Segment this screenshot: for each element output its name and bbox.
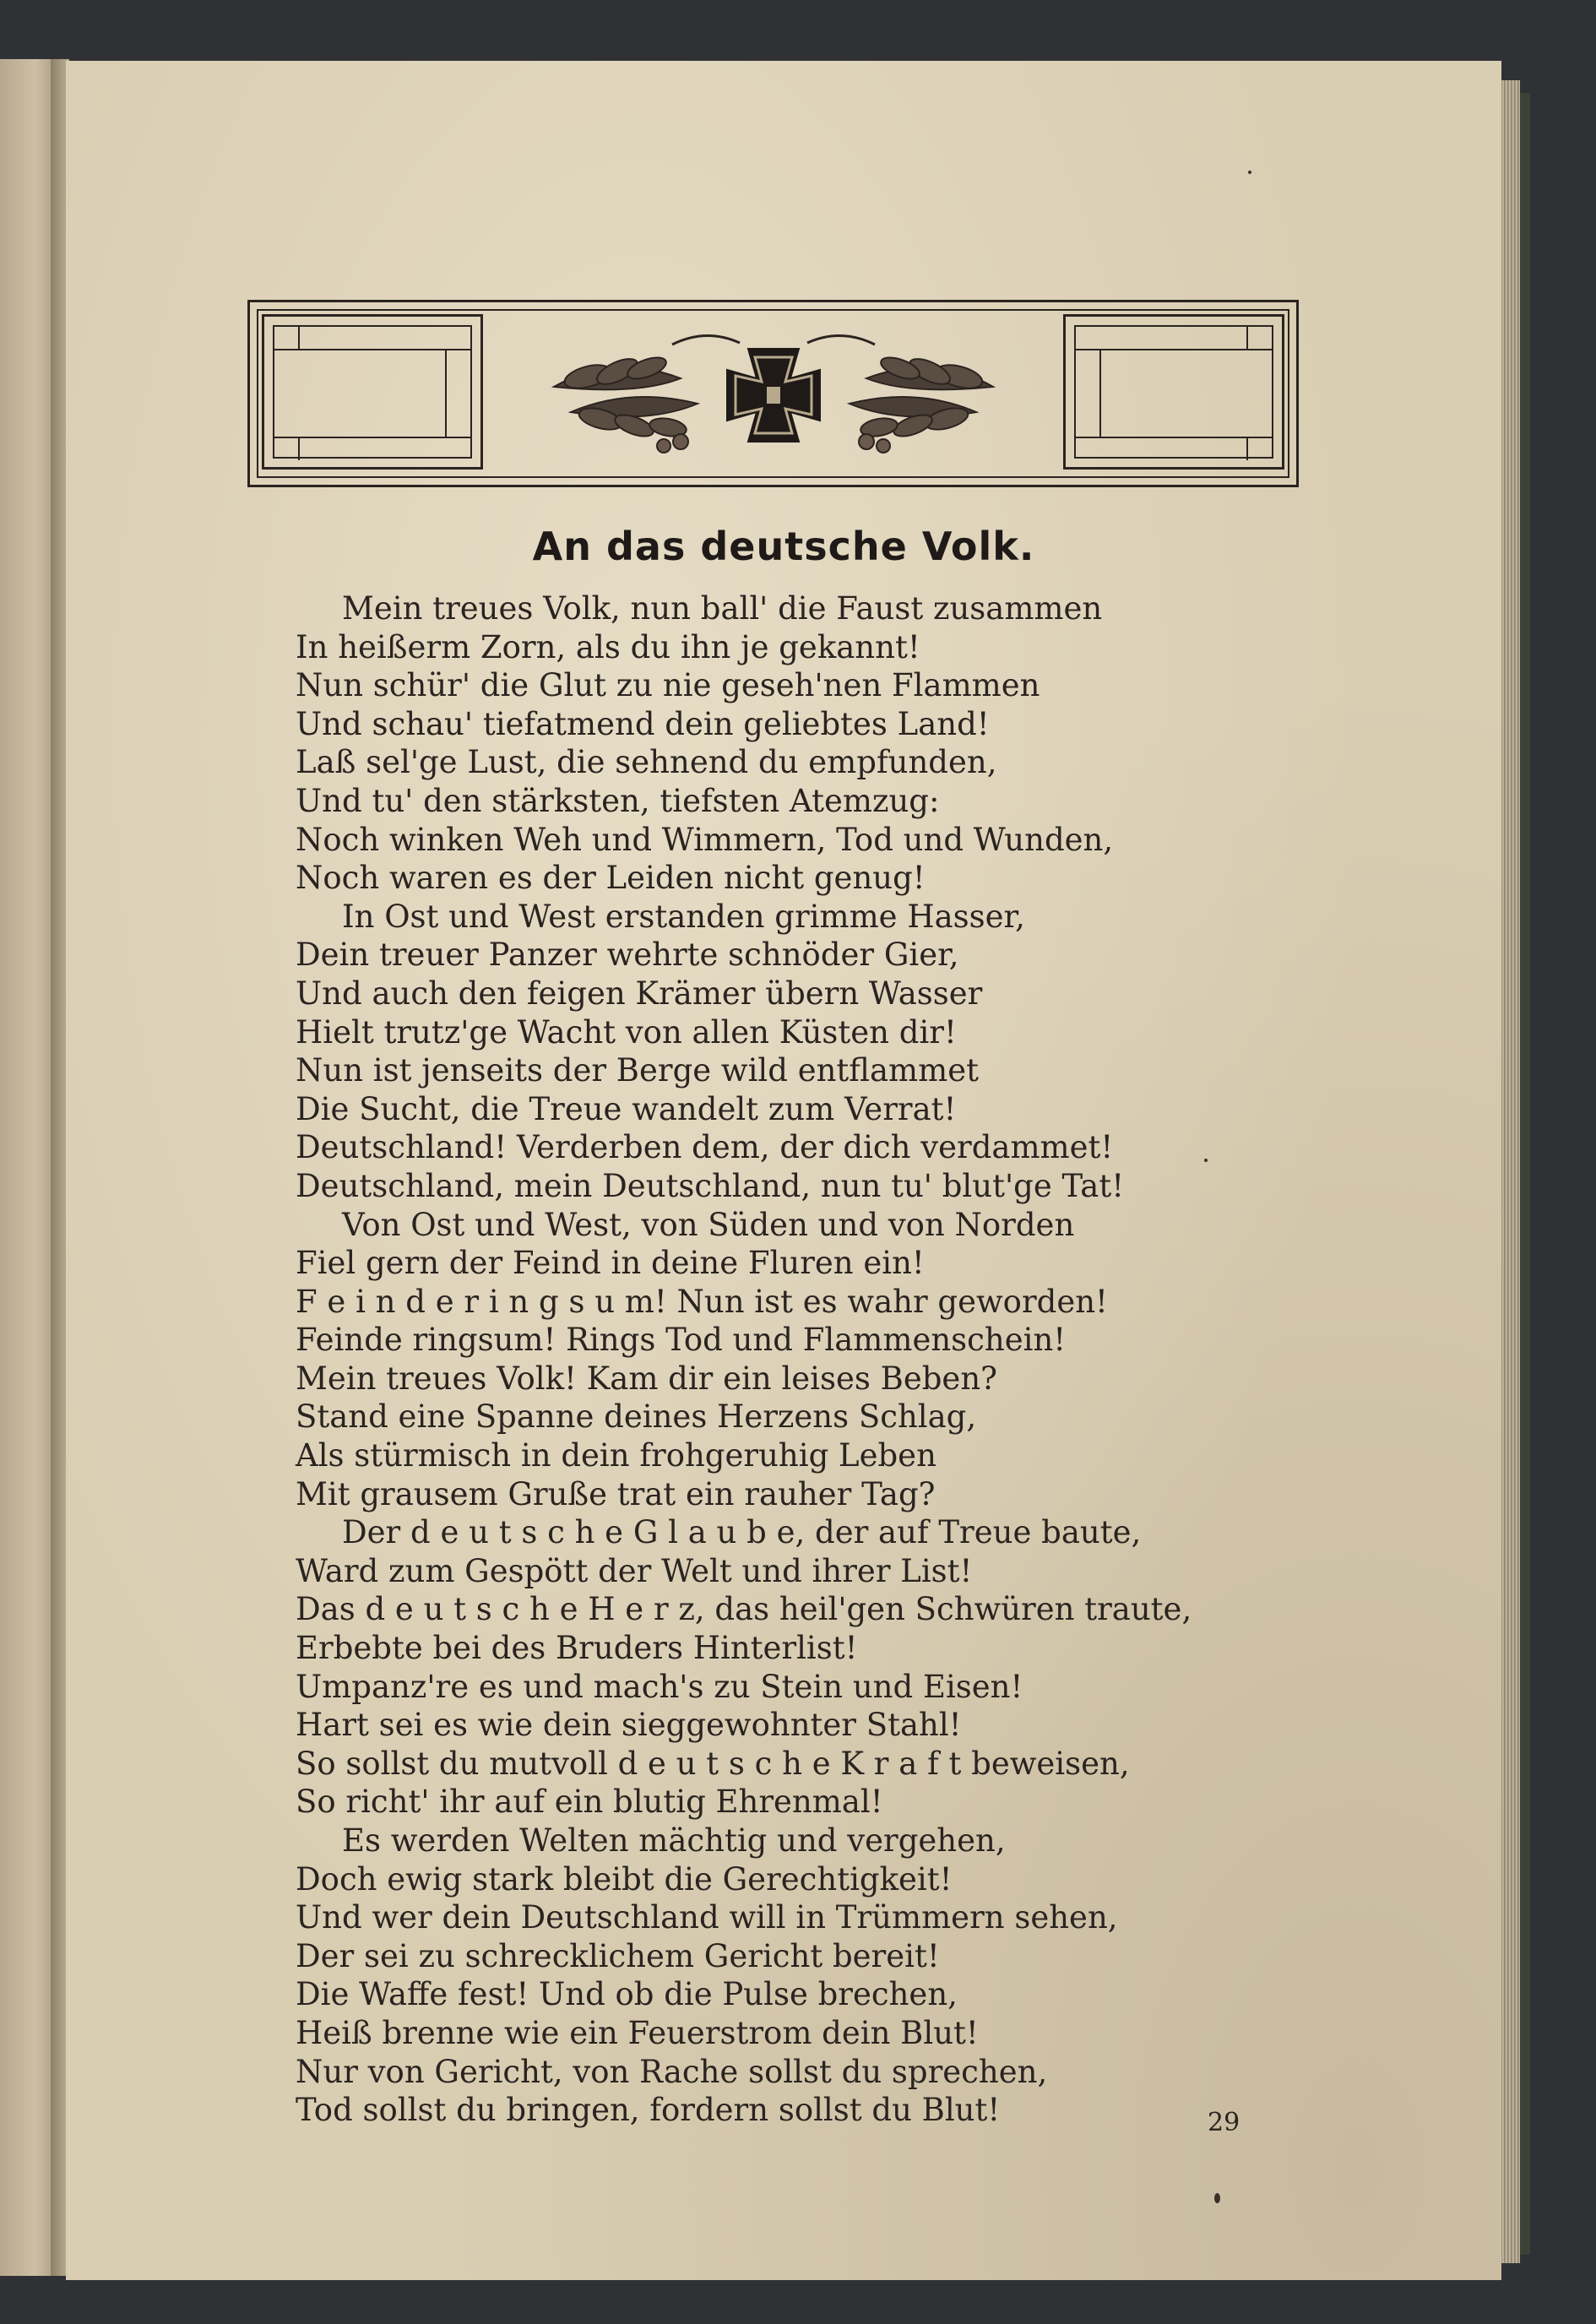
stanza-4 <box>296 1513 1241 1822</box>
poem-line: Dein treuer Panzer wehrte schnöder Gier, <box>296 937 959 974</box>
stanza-2 <box>296 898 1241 1206</box>
book-cover-edge <box>1520 93 1530 2255</box>
poem-line: Stand eine Spanne deines Herzens Schlag, <box>296 1398 977 1436</box>
poem-line: In Ost und West erstanden grimme Hasser, <box>342 898 1025 935</box>
header-right-ornament-box <box>1063 314 1284 470</box>
poem-line: Laß sel'ge Lust, die sehnend du empfunden, <box>296 744 997 781</box>
page-number: 29 <box>1208 2108 1240 2137</box>
ink-speck <box>1214 2193 1220 2203</box>
poem-line: F e i n d e r i n g s u m! Nun ist es wahr geworden! <box>296 1283 1108 1320</box>
poem-line: Die Waffe fest! Und ob die Pulse brechen, <box>296 1976 958 2013</box>
poem-line: Mein treues Volk, nun ball' die Faust zusammen <box>342 590 1103 627</box>
poem-line: Von Ost und West, von Süden und von Norden <box>342 1206 1075 1243</box>
stanza-1 <box>296 589 1241 898</box>
poem-line: Noch winken Weh und Wimmern, Tod und Wunden, <box>296 821 1114 858</box>
poem-line: Deutschland! Verderben dem, der dich verdammet! <box>296 1129 1114 1166</box>
poem-line: Nur von Gericht, von Rache sollst du sprechen, <box>296 2053 1048 2090</box>
poem-line: Mit grausem Gruße trat ein rauher Tag? <box>296 1475 936 1512</box>
poem-line: Als stürmisch in dein frohgeruhig Leben <box>296 1437 936 1474</box>
poem-line: Es werden Welten mächtig und vergehen, <box>342 1822 1006 1859</box>
poem-line: Und tu' den stärksten, tiefsten Atemzug: <box>296 782 940 819</box>
decorative-header-band <box>247 300 1299 487</box>
header-left-ornament-box <box>262 314 483 470</box>
poem-line: Ward zum Gespött der Welt und ihrer List! <box>296 1552 973 1589</box>
poem-line: Der d e u t s c h e G l a u b e, der auf Treue baute, <box>342 1514 1142 1551</box>
poem-line: Erbebte bei des Bruders Hinterlist! <box>296 1630 858 1667</box>
poem-line: Und schau' tiefatmend dein geliebtes Land! <box>296 705 990 742</box>
poem-line: Das d e u t s c h e H e r z, das heil'gen Schwüren traute, <box>296 1591 1192 1628</box>
stanza-3 <box>296 1206 1241 1514</box>
poem-line: Hart sei es wie dein sieggewohnter Stahl! <box>296 1707 962 1744</box>
poem-line: Doch ewig stark bleibt die Gerechtigkeit! <box>296 1860 953 1898</box>
poem-line: In heißerm Zorn, als du ihn je gekannt! <box>296 628 920 665</box>
poem-body <box>296 589 1241 2130</box>
poem-line: Tod sollst du bringen, fordern sollst du Blut! <box>296 2092 1001 2129</box>
poem-line: Der sei zu schrecklichem Gericht bereit! <box>296 1937 940 1974</box>
poem-line: Feinde ringsum! Rings Tod und Flammenschein! <box>296 1322 1067 1359</box>
poem-line: Noch waren es der Leiden nicht genug! <box>296 860 926 897</box>
poem-line: So richt' ihr auf ein blutig Ehrenmal! <box>296 1784 883 1821</box>
poem-line: Hielt trutz'ge Wacht von allen Küsten dir! <box>296 1013 957 1051</box>
iron-cross-with-oak-leaves-icon <box>537 319 1010 467</box>
poem-line: Mein treues Volk! Kam dir ein leises Beben? <box>296 1360 997 1397</box>
poem-line: Und auch den feigen Krämer übern Wasser <box>296 975 983 1012</box>
poem-line: Fiel gern der Feind in deine Fluren ein! <box>296 1245 925 1282</box>
poem-line: Die Sucht, die Treue wandelt zum Verrat! <box>296 1090 957 1127</box>
poem-line: Deutschland, mein Deutschland, nun tu' blut'ge Tat! <box>296 1167 1125 1204</box>
poem-line: Nun schür' die Glut zu nie geseh'nen Flammen <box>296 667 1040 704</box>
poem-line: Heiß brenne wie ein Feuerstrom dein Blut! <box>296 2014 979 2051</box>
poem-line: Umpanz're es und mach's zu Stein und Eisen! <box>296 1668 1023 1705</box>
poem-title: An das deutsche Volk. <box>532 524 1035 569</box>
ink-speck <box>1204 1159 1208 1162</box>
book-page <box>66 61 1501 2280</box>
poem-line: So sollst du mutvoll d e u t s c h e K r a f t beweisen, <box>296 1745 1130 1782</box>
stanza-5 <box>296 1822 1241 2130</box>
poem-line: Und wer dein Deutschland will in Trümmern sehen, <box>296 1899 1118 1936</box>
ink-speck <box>1248 171 1251 174</box>
page-stack-edge <box>1501 80 1520 2263</box>
poem-line: Nun ist jenseits der Berge wild entflammet <box>296 1052 979 1089</box>
